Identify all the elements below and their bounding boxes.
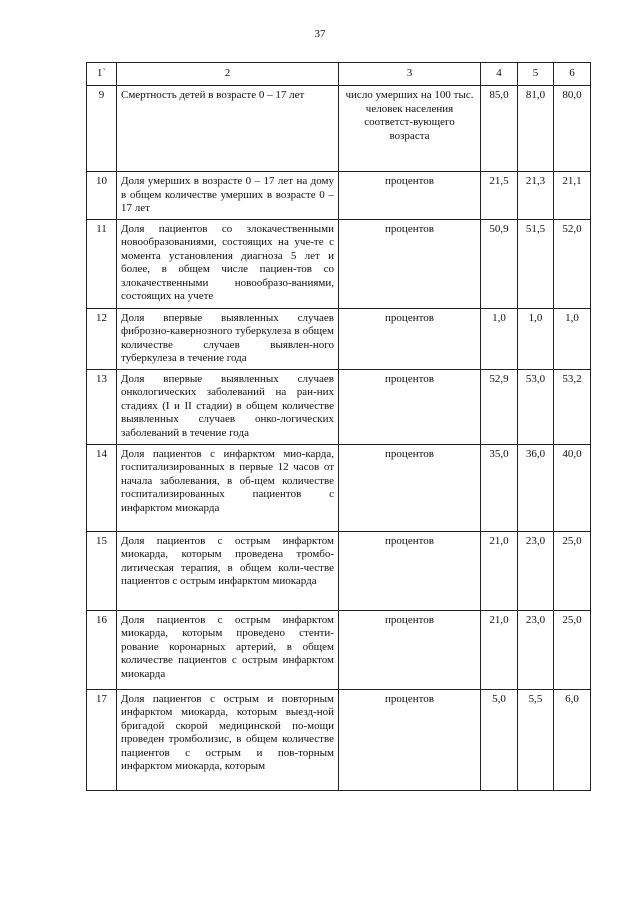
table-row [87, 531, 591, 610]
value-col-4: 21,0 [481, 610, 518, 689]
value-col-4: 21,0 [481, 531, 518, 610]
column-header-1: 1` [87, 63, 117, 86]
value-col-4: 50,9 [481, 219, 518, 308]
value-col-5: 81,0 [518, 86, 554, 172]
unit-of-measure: процентов [339, 610, 481, 689]
value-col-5: 21,3 [518, 172, 554, 220]
unit-of-measure: процентов [339, 369, 481, 444]
value-col-6: 6,0 [554, 689, 591, 790]
row-number: 16 [87, 610, 117, 689]
value-col-4: 1,0 [481, 308, 518, 369]
unit-of-measure: процентов [339, 219, 481, 308]
row-number: 9 [87, 86, 117, 172]
value-col-6: 40,0 [554, 444, 591, 531]
row-number: 12 [87, 308, 117, 369]
unit-of-measure: процентов [339, 689, 481, 790]
value-col-6: 52,0 [554, 219, 591, 308]
indicator-name: Доля впервые выявленных случаев онкологических заболеваний на ран-них стадиях (I и II стадии) в общем количестве выявленных случаев онко-логических заболеваний в течение года [117, 369, 339, 444]
value-col-6: 53,2 [554, 369, 591, 444]
value-col-5: 5,5 [518, 689, 554, 790]
table-header-row [87, 63, 591, 86]
column-header-2: 2 [117, 63, 339, 86]
unit-of-measure: число умерших на 100 тыс. человек населения соответст-вующего возраста [339, 86, 481, 172]
unit-of-measure: процентов [339, 172, 481, 220]
row-number: 15 [87, 531, 117, 610]
row-number: 17 [87, 689, 117, 790]
indicator-name: Доля умерших в возрасте 0 – 17 лет на дому в общем количестве умерших в возрасте 0 – 17 лет [117, 172, 339, 220]
value-col-4: 35,0 [481, 444, 518, 531]
table-row [87, 610, 591, 689]
row-number: 11 [87, 219, 117, 308]
table-row [87, 86, 591, 172]
unit-of-measure: процентов [339, 444, 481, 531]
value-col-6: 1,0 [554, 308, 591, 369]
row-number: 13 [87, 369, 117, 444]
table-row [87, 172, 591, 220]
column-header-6: 6 [554, 63, 591, 86]
table-row [87, 308, 591, 369]
value-col-4: 85,0 [481, 86, 518, 172]
indicator-name: Доля пациентов со злокачественными новообразованиями, состоящих на уче-те с момента установления диагноза 5 лет и более, в общем числе пациен-тов со злокачественными новообразо-ваниями, состоящих на учете [117, 219, 339, 308]
unit-of-measure: процентов [339, 308, 481, 369]
value-col-6: 25,0 [554, 610, 591, 689]
row-number: 10 [87, 172, 117, 220]
value-col-6: 25,0 [554, 531, 591, 610]
indicator-name: Доля впервые выявленных случаев фиброзно-кавернозного туберкулеза в общем количестве случаев выявлен-ного туберкулеза в течение года [117, 308, 339, 369]
value-col-6: 21,1 [554, 172, 591, 220]
value-col-5: 51,5 [518, 219, 554, 308]
row-number: 14 [87, 444, 117, 531]
value-col-5: 23,0 [518, 610, 554, 689]
value-col-5: 23,0 [518, 531, 554, 610]
indicator-name: Смертность детей в возрасте 0 – 17 лет [117, 86, 339, 172]
table-row [87, 219, 591, 308]
value-col-4: 52,9 [481, 369, 518, 444]
value-col-5: 53,0 [518, 369, 554, 444]
unit-of-measure: процентов [339, 531, 481, 610]
value-col-5: 1,0 [518, 308, 554, 369]
indicator-name: Доля пациентов с инфарктом мио-карда, госпитализированных в первые 12 часов от начала заболевания, в об-щем количестве госпитализированных пациентов с инфарктом миокарда [117, 444, 339, 531]
indicator-name: Доля пациентов с острым и повторным инфарктом миокарда, которым выезд-ной бригадой скорой медицинской по-мощи проведен тромболизис, в общем количестве пациентов с острым и пов-торным инфарктом миокарда, которым [117, 689, 339, 790]
column-header-5: 5 [518, 63, 554, 86]
indicator-table [86, 62, 591, 791]
indicator-name: Доля пациентов с острым инфарктом миокарда, которым проведена тромбо-литическая терапия, в общем коли-честве пациентов с острым инфарктом миокарда [117, 531, 339, 610]
column-header-4: 4 [481, 63, 518, 86]
page-number: 37 [314, 28, 326, 40]
value-col-4: 5,0 [481, 689, 518, 790]
table-row [87, 689, 591, 790]
value-col-6: 80,0 [554, 86, 591, 172]
table-row [87, 444, 591, 531]
value-col-5: 36,0 [518, 444, 554, 531]
value-col-4: 21,5 [481, 172, 518, 220]
table-row [87, 369, 591, 444]
column-header-3: 3 [339, 63, 481, 86]
indicator-name: Доля пациентов с острым инфарктом миокарда, которым проведено стенти-рование коронарных артерий, в общем количестве пациентов с острым инфарктом миокарда [117, 610, 339, 689]
